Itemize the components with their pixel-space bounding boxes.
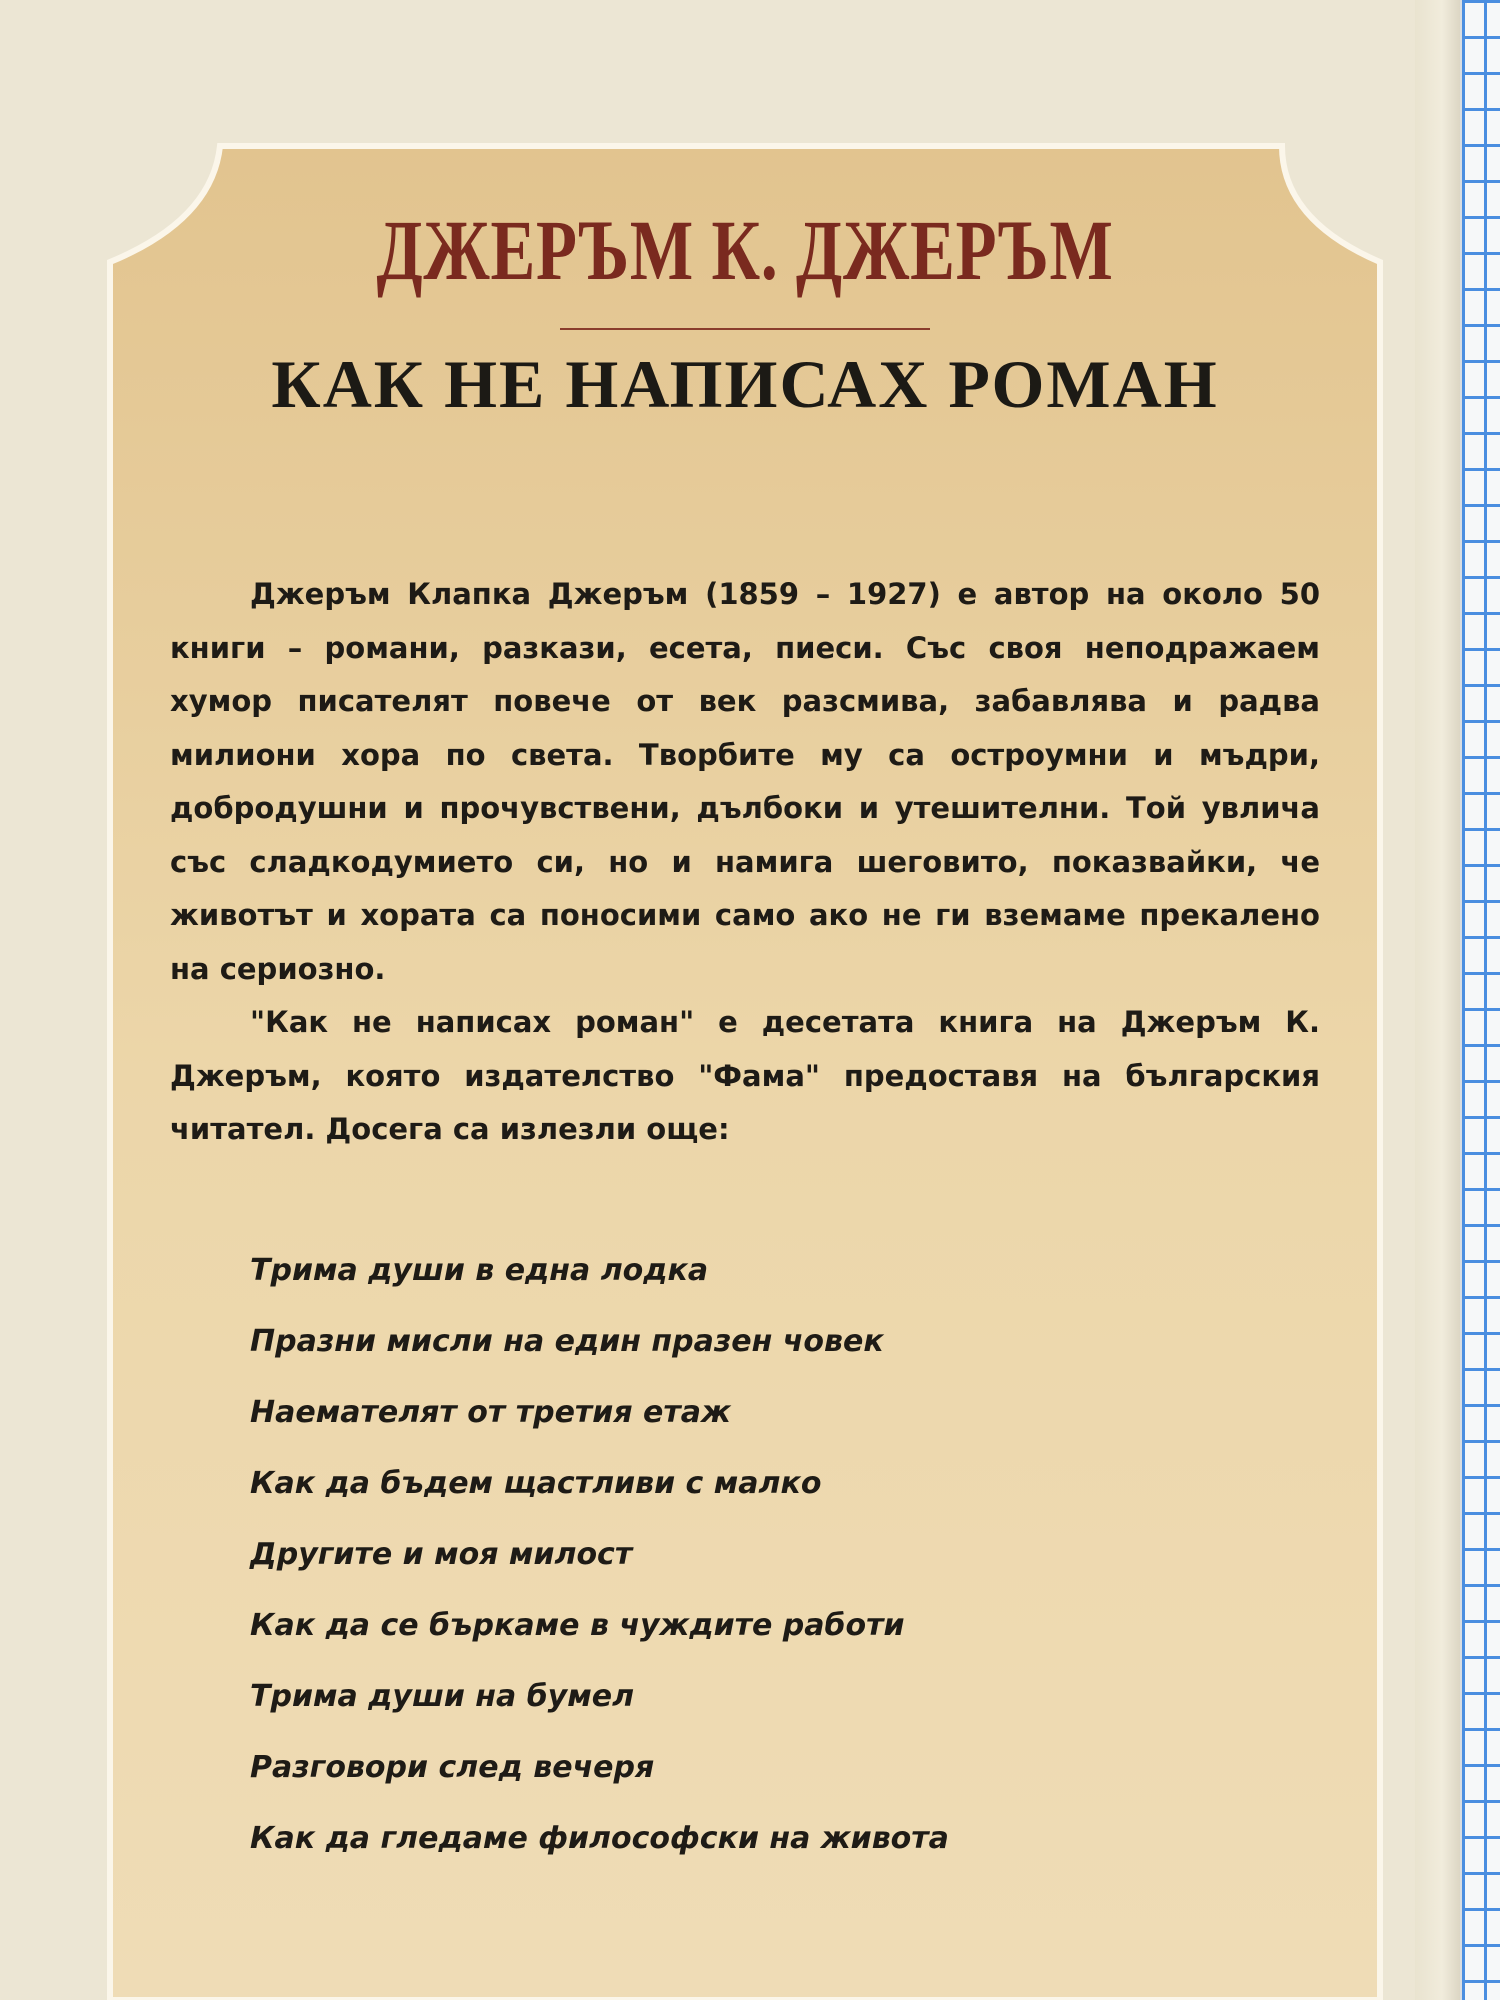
book-list-item: Наемателят от третия етаж [250,1395,731,1430]
book-list-item: Как да гледаме философски на живота [250,1821,949,1856]
book-list-item: Как да бъдем щастливи с малко [250,1466,822,1501]
title-divider [560,328,930,330]
description-paragraph: "Как не написах роман" е десетата книга на Джеръм К. Джеръм, която издателство "Фама" предоставя на българския читател. Досега са излезли още: [170,1005,1320,1146]
book-title: КАК НЕ НАПИСАХ РОМАН [271,346,1219,422]
book-list-item: Разговори след вечеря [250,1750,655,1785]
book-list [250,1235,1250,1874]
description-paragraph: Джеръм Клапка Джеръм (1859 – 1927) е автор на около 50 книги – романи, разкази, есета, пиеси. Със своя неподражаем хумор писателят повече от век разсмива, забавлява и радва милиони хора по света. Творбите му са остроумни и мъдри, добродушни и прочувствени, дълбоки и утешителни. Той увлича със сладкодумието си, но и намига шеговито, показвайки, че животът и хората са поносими само ако не ги вземаме прекалено на сериозно. [170,577,1320,986]
book-list-item: Трима души на бумел [250,1679,635,1714]
book-list-item: Трима души в една лодка [250,1253,709,1288]
author-name: ДЖЕРЪМ К. ДЖЕРЪМ [376,202,1114,298]
book-list-item: Празни мисли на един празен човек [250,1324,884,1359]
book-list-item: Как да се бъркаме в чуждите работи [250,1608,905,1643]
book-list-item: Другите и моя милост [250,1537,633,1572]
description [170,568,1320,1157]
